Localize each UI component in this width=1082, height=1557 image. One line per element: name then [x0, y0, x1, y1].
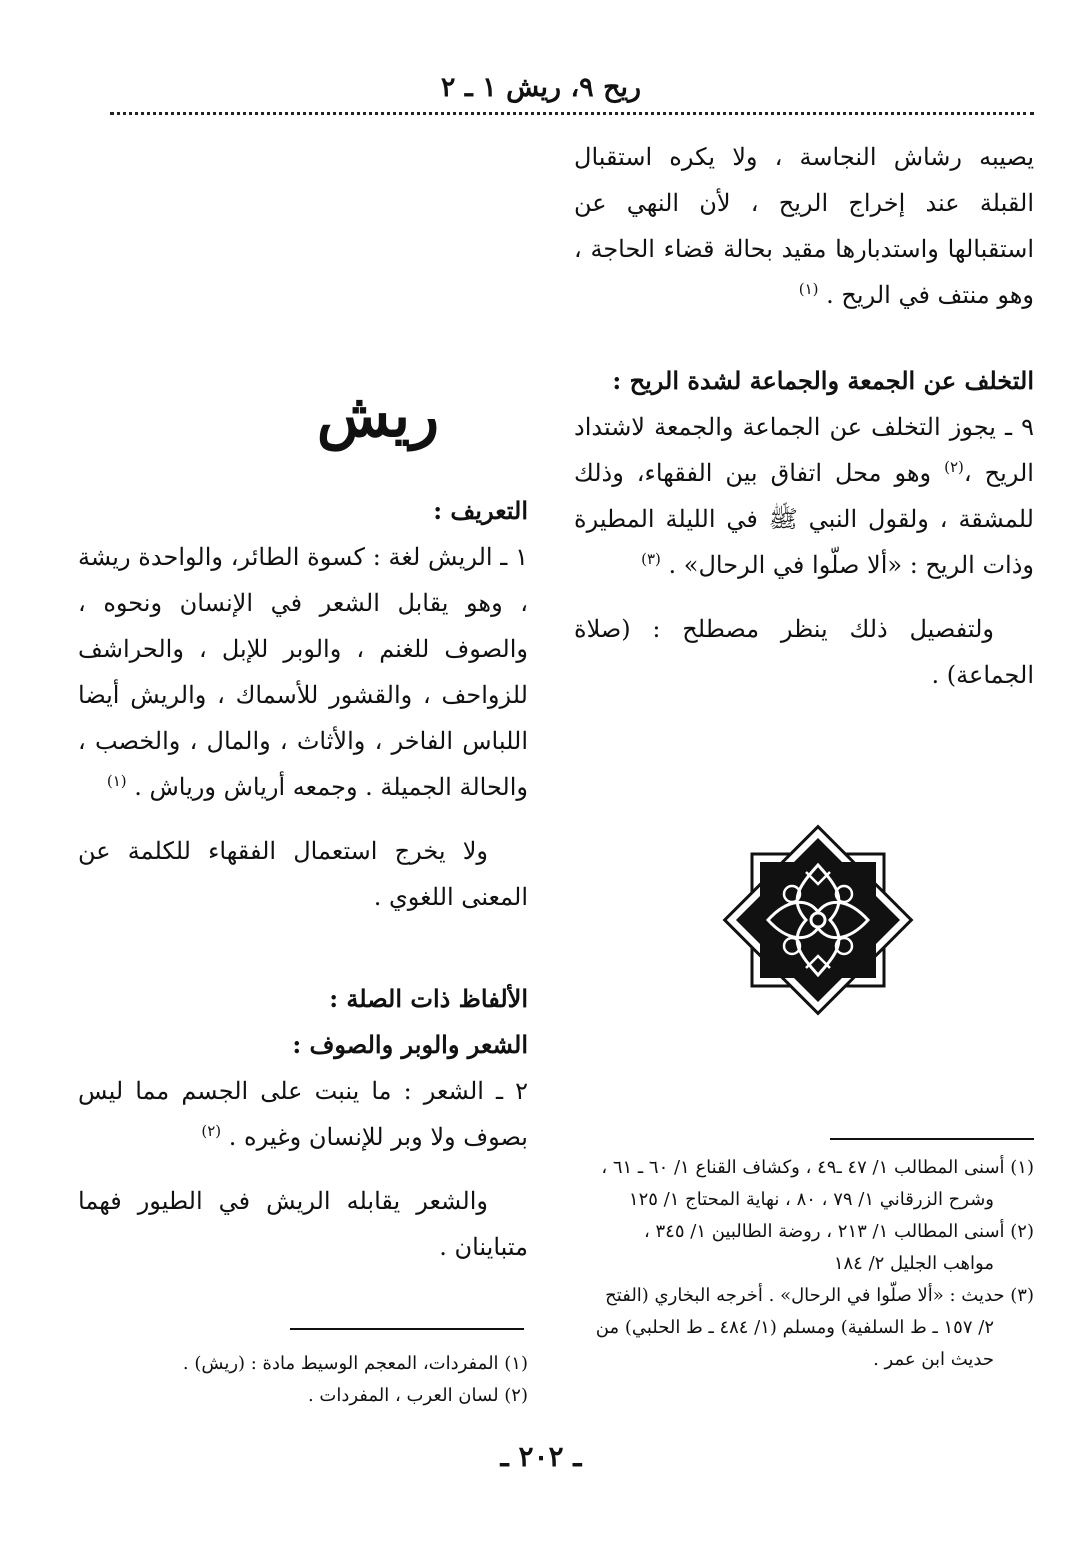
footnote-item: (١) المفردات، المعجم الوسيط مادة : (ريش) .	[182, 1353, 528, 1374]
running-header: ريح ٩، ريش ١ ـ ٢	[440, 72, 642, 103]
footnotes-right	[564, 1152, 1034, 1376]
paragraph-9-text-b: وهو محل اتفاق بين الفقهاء، وذلك للمشقة ، ولقول النبي ﷺ في الليلة المطيرة وذات الريح : «ألا صلّوا في الرحال» .	[574, 459, 1034, 579]
paragraph-2-text: ٢ ـ الشعر : ما ينبت على الجسم مما ليس بصوف ولا وبر للإنسان وغيره .	[78, 1077, 528, 1151]
arabesque-star-icon	[718, 820, 918, 1020]
sub-heading: الشعر والوبر والصوف :	[292, 1030, 528, 1059]
footnote-item: (١) أسنى المطالب ١/ ٤٧ ـ٤٩ ، وكشاف القناع ١/ ٦٠ ـ ٦١ ،	[601, 1157, 1034, 1178]
decorative-ornament	[718, 820, 918, 1020]
cross-reference-paragraph: ولتفصيل ذلك ينظر مصطلح : (صلاة الجماعة) .	[574, 615, 1034, 689]
footnotes-left	[150, 1348, 528, 1412]
related-terms-heading: الألفاظ ذات الصلة :	[329, 984, 528, 1013]
paragraph-9	[574, 404, 1034, 588]
footnote-ref: (١)	[798, 280, 819, 298]
footnote-ref: (١)	[106, 772, 127, 790]
footnote-ref: (٢)	[201, 1122, 222, 1140]
usage-paragraph: ولا يخرج استعمال الفقهاء للكلمة عن المعنى اللغوي .	[78, 837, 528, 911]
footnote-item-continuation: ٢/ ١٥٧ ـ ط السلفية) ومسلم (١/ ٤٨٤ ـ ط الحلبي) من	[595, 1317, 994, 1338]
definition-heading: التعريف :	[433, 496, 528, 525]
contrast-paragraph: والشعر يقابله الريش في الطيور فهما متباينان .	[78, 1187, 528, 1261]
paragraph-1-text: ١ ـ الريش لغة : كسوة الطائر، والواحدة ريشة ، وهو يقابل الشعر في الإنسان ونحوه ، والصوف للغنم ، والوبر للإبل ، والحراشف للزواحف ، والقشور للأسماك ، والريش أيضا اللباس الفاخر ، والأثاث ، والمال ، والخصب ، والحالة الجميلة . وجمعه أرياش ورياش .	[78, 543, 528, 801]
section-heading: التخلف عن الجمعة والجماعة لشدة الريح :	[612, 366, 1034, 395]
right-column	[574, 134, 1034, 698]
footnote-item: (٢) أسنى المطالب ١/ ٢١٣ ، روضة الطالبين ١/ ٣٤٥ ،	[643, 1221, 1034, 1242]
footnote-rule-left	[290, 1328, 524, 1330]
paragraph-2	[78, 1068, 528, 1160]
paragraph-9-text-a: ٩ ـ يجوز التخلف عن الجماعة والجمعة لاشتداد الريح ،	[574, 413, 1034, 487]
paragraph-1	[78, 534, 528, 810]
footnote-item-continuation: مواهب الجليل ٢/ ١٨٤	[833, 1253, 994, 1274]
continuation-paragraph	[574, 134, 1034, 318]
footnote-item-continuation: حديث ابن عمر .	[873, 1349, 994, 1370]
header-dotted-rule	[110, 112, 1034, 115]
footnote-item: (٣) حديث : «ألا صلّوا في الرحال» . أخرجه البخاري (الفتح	[605, 1285, 1034, 1306]
left-column	[78, 376, 528, 1270]
footnote-item-continuation: وشرح الزرقاني ١/ ٧٩ ، ٨٠ ، نهاية المحتاج ١/ ١٢٥	[628, 1189, 994, 1210]
footnote-ref: (٢)	[944, 458, 964, 476]
footnote-ref: (٣)	[641, 550, 661, 568]
footnote-item: (٢) لسان العرب ، المفردات .	[307, 1385, 528, 1406]
continuation-text: يصيبه رشاش النجاسة ، ولا يكره استقبال القبلة عند إخراج الريح ، لأن النهي عن استقبالها واستدبارها مقيد بحالة قضاء الحاجة ، وهو منتف في الريح .	[574, 143, 1034, 309]
page-number: ـ ٢٠٢ ـ	[500, 1440, 582, 1473]
entry-title: ريش	[316, 381, 440, 451]
footnote-rule-right	[830, 1138, 1034, 1140]
